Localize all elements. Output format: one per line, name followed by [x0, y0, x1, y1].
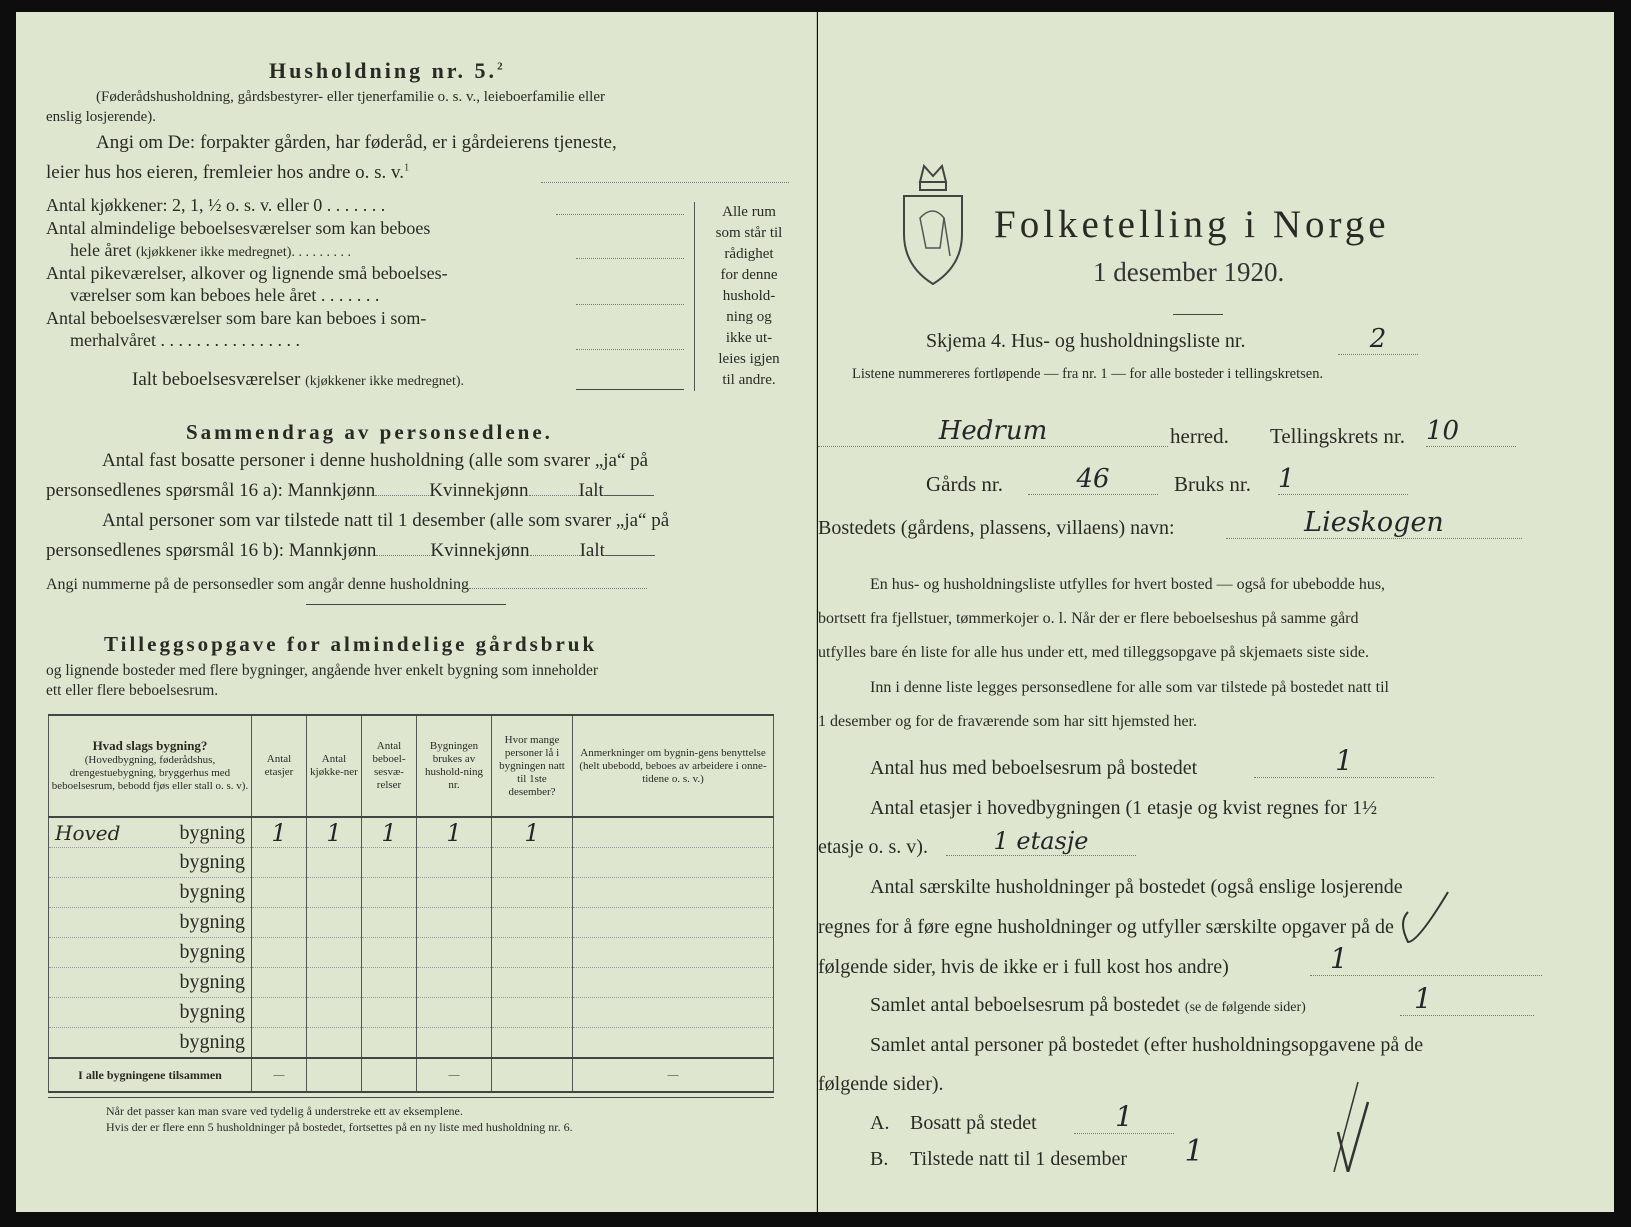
- bygning-label: bygning: [179, 941, 245, 963]
- kjokkener-cell: [307, 908, 362, 938]
- etasjer-value: 1 etasje: [946, 827, 1136, 856]
- samlet-personer-line-1: Samlet antal personer på bostedet (efter husholdningsopgavene på de: [870, 1034, 1424, 1056]
- husholdning-cell: [417, 968, 492, 998]
- handwritten-check-marks-icon: [1238, 882, 1498, 1172]
- angi-nummerne: Angi nummerne på de personsedler som angår denne husholdning: [46, 576, 647, 594]
- bosatt-value: 1: [1074, 1100, 1174, 1134]
- kjokkener-cell: [307, 1028, 362, 1059]
- husholdning-cell: [417, 848, 492, 878]
- header-etasjer: Antal etasjer: [252, 715, 307, 817]
- vaerelser-cell: [362, 998, 417, 1028]
- a-label: A.: [870, 1112, 890, 1134]
- kjokkener-cell: [307, 938, 362, 968]
- form-date: 1 desember 1920.: [1093, 257, 1285, 287]
- tilstede-label: Tilstede natt til 1 desember: [910, 1148, 1128, 1170]
- personer-cell: [492, 1028, 573, 1059]
- side-note: Alle rum som står til rådighet for denne hushold- ning og ikke ut- leies igjen til andre.: [694, 202, 799, 391]
- header-vaerelser: Antal beboel-sesvæ-relser: [362, 715, 417, 817]
- bygning-label: bygning: [179, 1001, 245, 1023]
- etasjer-cell: [252, 908, 307, 938]
- saerskilte-line-1: Antal særskilte husholdninger på bostedet (også enslige losjerende: [870, 876, 1403, 898]
- table-row: [49, 908, 774, 938]
- header-kjokkener: Antal kjøkke-ner: [307, 715, 362, 817]
- total-kjokkener: [307, 1058, 362, 1092]
- bygning-label: bygning: [179, 851, 245, 873]
- alm-line-1: Antal almindelige beboelsesværelser som kan beboes: [46, 218, 431, 238]
- herred-value: Hedrum: [818, 416, 1168, 447]
- gards-label: Gårds nr.: [926, 472, 1003, 496]
- table-row: [49, 998, 774, 1028]
- bosatt-label: Bosatt på stedet: [910, 1112, 1037, 1134]
- vaerelser-cell: [362, 938, 417, 968]
- sammendrag-1-line-2: personsedlenes spørsmål 16 a): Mannkjønn Kvinnekjønn Ialt: [46, 480, 654, 502]
- pike-line-1: Antal pikeværelser, alkover og lignende små beboelses-: [46, 263, 448, 283]
- vaerelser-cell: [362, 1028, 417, 1059]
- bygning-label: bygning: [179, 881, 245, 903]
- household-title: Husholdning nr. 5.$^2$: [269, 58, 506, 83]
- building-type-cell: [49, 848, 252, 878]
- building-type-cell: [49, 998, 252, 1028]
- tilstede-value: 1: [1184, 1134, 1204, 1169]
- kjokkener-cell: [307, 968, 362, 998]
- right-page: [818, 12, 1614, 1212]
- gards-value: 46: [1028, 464, 1158, 495]
- etasjer-cell: [252, 1028, 307, 1059]
- info-line-5: 1 desember og for de fraværende som har sitt hjemsted her.: [818, 713, 1197, 730]
- sammendrag-1-line-1: Antal fast bosatte personer i denne husholdning (alle som svarer „ja“ på: [102, 450, 649, 471]
- personer-cell: 1: [492, 817, 573, 848]
- anmerkninger-cell: [573, 817, 774, 848]
- bygning-label: bygning: [179, 821, 245, 844]
- bygning-label: bygning: [179, 911, 245, 933]
- footnote-1: Når det passer kan man svare ved tydelig å understreke ett av eksemplene.: [106, 1104, 463, 1118]
- kjokkener-cell: 1: [307, 817, 362, 848]
- building-type-cell: [49, 817, 252, 848]
- total-husholdning: —: [417, 1058, 492, 1092]
- total-personer: [492, 1058, 573, 1092]
- kjokkener-cell: [307, 878, 362, 908]
- b-label: B.: [870, 1148, 889, 1170]
- etasjer-cell: [252, 848, 307, 878]
- household-note: (Føderådshusholdning, gårdsbestyrer- eller tjenerfamilie o. s. v., leieboerfamilie eller: [96, 89, 605, 105]
- husholdning-cell: [417, 938, 492, 968]
- sammendrag-2-line-2: personsedlenes spørsmål 16 b): Mannkjønn Kvinnekjønn Ialt: [46, 540, 655, 562]
- total-vaerelser: [362, 1058, 417, 1092]
- coat-of-arms-icon: [900, 160, 966, 288]
- total-anmerkninger: —: [573, 1058, 774, 1092]
- table-row: [49, 968, 774, 998]
- saerskilte-line-3: følgende sider, hvis de ikke er i full kost hos andre): [818, 956, 1229, 978]
- building-type-cell: [49, 1028, 252, 1059]
- pike-line-2: værelser som kan beboes hele året . . . . . . .: [70, 285, 380, 305]
- table-row: [49, 1028, 774, 1059]
- total-label: I alle bygningene tilsammen: [49, 1058, 252, 1092]
- table-row: [49, 938, 774, 968]
- sammendrag-2-line-1: Antal personer som var tilstede natt til 1 desember (alle som svarer „ja“ på: [102, 510, 670, 531]
- personer-cell: [492, 878, 573, 908]
- samlet-rum-value: 1: [1400, 982, 1534, 1016]
- kjokkener-cell: [307, 848, 362, 878]
- bostedets-label: Bostedets (gårdens, plassens, villaens) navn:: [818, 517, 1175, 539]
- husholdning-cell: [417, 1028, 492, 1059]
- tellingskrets-label: Tellingskrets nr.: [1270, 424, 1406, 448]
- vaerelser-cell: [362, 908, 417, 938]
- alm-line-2: hele året (kjøkkener ikke medregnet). . . . . . . . .: [70, 240, 351, 260]
- footnote-2: Hvis der er flere enn 5 husholdninger på bostedet, fortsettes på en ny liste med husholdning nr. 6.: [106, 1120, 573, 1134]
- sammendrag-title: Sammendrag av personsedlene.: [186, 420, 553, 444]
- building-type-cell: [49, 938, 252, 968]
- saerskilte-value: 1: [1310, 942, 1542, 976]
- som-line-2: merhalvåret . . . . . . . . . . . . . . . .: [70, 330, 300, 350]
- etasjer-cell: [252, 998, 307, 1028]
- vaerelser-cell: [362, 848, 417, 878]
- anmerkninger-cell: [573, 878, 774, 908]
- kjokkener-cell: [307, 998, 362, 1028]
- building-type-cell: [49, 908, 252, 938]
- angi-line-2: leier hus hos eieren, fremleier hos andre o. s. v.$^1$: [46, 162, 410, 183]
- etasjer-line-1: Antal etasjer i hovedbygningen (1 etasje og kvist regnes for 1½: [870, 797, 1378, 819]
- angi-line-1: Angi om De: forpakter gården, har føderåd, er i gårdeierens tjeneste,: [96, 132, 617, 153]
- tillegg-title: Tilleggsopgave for almindelige gårdsbruk: [104, 632, 598, 656]
- etasjer-cell: [252, 878, 307, 908]
- personer-cell: [492, 998, 573, 1028]
- skjema-line: Skjema 4. Hus- og husholdningsliste nr.: [926, 330, 1246, 352]
- building-type-cell: [49, 968, 252, 998]
- header-husholdning: Bygningen brukes av hushold-ning nr.: [417, 715, 492, 817]
- husholdning-cell: [417, 908, 492, 938]
- header-personer: Hvor mange personer lå i bygningen natt til 1ste desember?: [492, 715, 573, 817]
- tillegg-sub-1: og lignende bosteder med flere bygninger, angående hver enkelt bygning som inneholder: [46, 662, 599, 679]
- anmerkninger-cell: [573, 968, 774, 998]
- table-row: [49, 878, 774, 908]
- tillegg-sub-2: ett eller flere beboelsesrum.: [46, 682, 219, 699]
- vaerelser-cell: [362, 878, 417, 908]
- info-line-3: utfylles bare én liste for alle hus under ett, med tilleggsopgave på skjemaets siste side.: [818, 644, 1369, 661]
- left-page: [16, 12, 817, 1212]
- bygning-label: bygning: [179, 1031, 245, 1053]
- building-type-cell: [49, 878, 252, 908]
- anmerkninger-cell: [573, 848, 774, 878]
- personer-cell: [492, 848, 573, 878]
- samlet-rum-label: Samlet antal beboelsesrum på bostedet (se de følgende sider): [870, 994, 1306, 1016]
- total-etasjer: —: [252, 1058, 307, 1092]
- herred-label: herred.: [1170, 424, 1229, 448]
- form-title: Folketelling i Norge: [994, 203, 1390, 246]
- antal-hus-value: 1: [1254, 744, 1434, 778]
- building-table: [48, 714, 774, 1093]
- building-name-value: Hoved: [55, 820, 121, 845]
- info-line-4: Inn i denne liste legges personsedlene for alle som var tilstede på bostedet natt til: [870, 679, 1389, 696]
- husholdning-cell: [417, 878, 492, 908]
- personer-cell: [492, 968, 573, 998]
- etasjer-cell: [252, 938, 307, 968]
- anmerkninger-cell: [573, 1028, 774, 1059]
- header-building-type: Hvad slags bygning? (Hovedbygning, føderådshus, drengestuebygning, bryggerhus med beboelsesrum, bebodd fjøs eller stall o. s. v).: [49, 715, 252, 817]
- etasjer-cell: 1: [252, 817, 307, 848]
- bosted-name-value: Lieskogen: [1226, 507, 1522, 539]
- bruks-value: 1: [1278, 464, 1408, 495]
- anmerkninger-cell: [573, 938, 774, 968]
- info-line-2: bortsett fra fjellstuer, tømmerkojer o. l. Når der er flere beboelseshus på samme gård: [818, 610, 1359, 627]
- bruks-label: Bruks nr.: [1174, 472, 1252, 496]
- antal-hus-label: Antal hus med beboelsesrum på bostedet: [870, 757, 1198, 779]
- table-row: [49, 817, 774, 848]
- skjema-nr-value: 2: [1338, 324, 1418, 355]
- bygning-label: bygning: [179, 971, 245, 993]
- personer-cell: [492, 938, 573, 968]
- vaerelser-cell: [362, 968, 417, 998]
- listene-note: Listene nummereres fortløpende — fra nr. 1 — for alle bosteder i tellingskretsen.: [852, 366, 1324, 382]
- anmerkninger-cell: [573, 908, 774, 938]
- personer-cell: [492, 908, 573, 938]
- som-line-1: Antal beboelsesværelser som bare kan beboes i som-: [46, 308, 427, 328]
- info-line-1: En hus- og husholdningsliste utfylles for hvert bosted — også for ubebodde hus,: [870, 576, 1386, 593]
- anmerkninger-cell: [573, 998, 774, 1028]
- tellingskrets-value: 10: [1426, 416, 1516, 447]
- antal-kjokkener: Antal kjøkkener: 2, 1, ½ o. s. v. eller 0 . . . . . . .: [46, 195, 386, 215]
- samlet-personer-line-2: følgende sider).: [818, 1073, 944, 1095]
- header-anmerkninger: Anmerkninger om bygnin-gens benyttelse (helt ubebodd, beboes av arbeidere i onne-tidene o. s. v.): [573, 715, 774, 817]
- saerskilte-line-2: regnes for å føre egne husholdninger og utfyller særskilte opgaver på de: [818, 916, 1394, 938]
- etasjer-line-2: etasje o. s. v).: [818, 836, 928, 858]
- husholdning-cell: 1: [417, 817, 492, 848]
- etasjer-cell: [252, 968, 307, 998]
- total-row: [49, 1058, 774, 1092]
- table-row: [49, 848, 774, 878]
- ialt-rooms: Ialt beboelsesværelser (kjøkkener ikke medregnet).: [132, 369, 465, 390]
- vaerelser-cell: 1: [362, 817, 417, 848]
- household-note-2: enslig losjerende).: [46, 109, 156, 125]
- husholdning-cell: [417, 998, 492, 1028]
